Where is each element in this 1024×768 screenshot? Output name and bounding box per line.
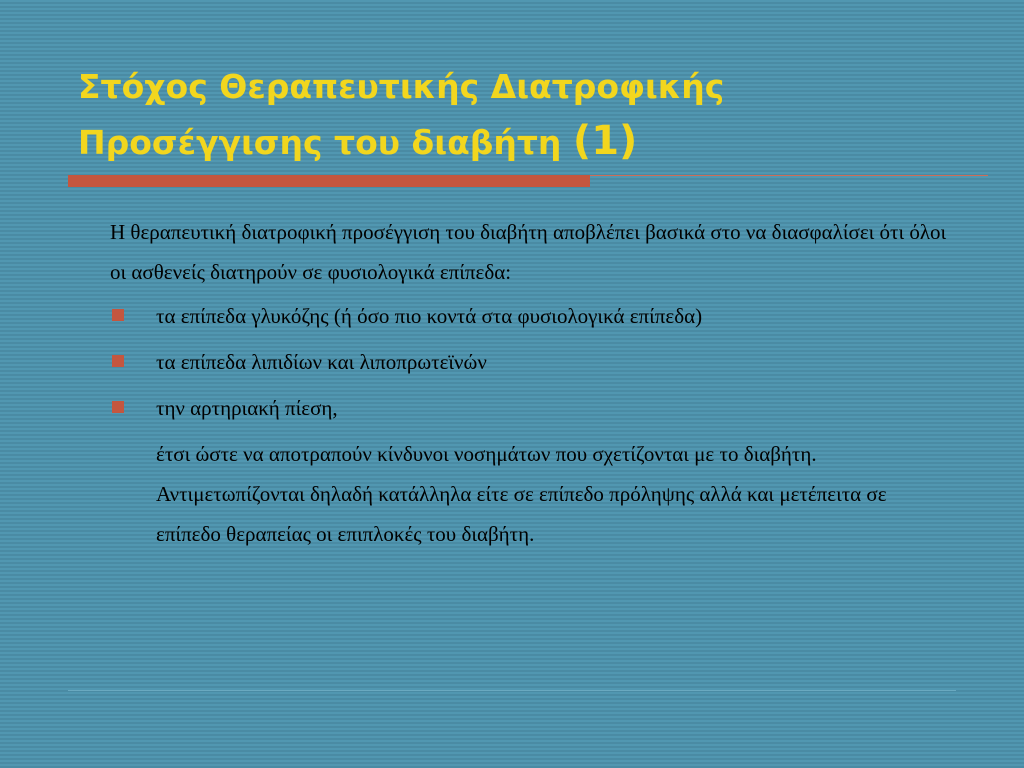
title-line-2: Προσέγγισης του διαβήτη [78,123,562,162]
bullet-text: την αρτηριακή πίεση, [156,396,338,420]
square-bullet-icon [112,309,124,321]
bullet-item [110,296,960,336]
slide-title [78,60,978,170]
bullet-list [110,296,960,428]
bullet-text: τα επίπεδα λιπιδίων και λιποπρωτεϊνών [156,350,487,374]
continuation-paragraph: έτσι ώστε να αποτραπούν κίνδυνοι νοσημάτων που σχετίζονται με το διαβήτη. Αντιμετωπίζονται δηλαδή κατάλληλα είτε σε επίπεδο πρόληψης αλλά και μετέπειτα σε επίπεδο θεραπείας οι επιπλοκές του διαβήτη. [156,442,887,546]
square-bullet-icon [112,355,124,367]
bullet-text: τα επίπεδα γλυκόζης (ή όσο πιο κοντά στα φυσιολογικά επίπεδα) [156,304,703,328]
intro-paragraph: Η θεραπευτική διατροφική προσέγγιση του διαβήτη αποβλέπει βασικά στο να διασφαλίσει ότι όλοι οι ασθενείς διατηρούν σε φυσιολογικά επίπεδα: [110,220,947,284]
slide-body [110,212,960,554]
title-underline-accent [68,175,590,187]
bullet-item [110,388,960,428]
square-bullet-icon [112,401,124,413]
title-line-1: Στόχος Θεραπευτικής Διατροφικής [78,67,725,106]
footer-divider [68,690,956,691]
bullet-item [110,342,960,382]
title-number: (1) [572,118,638,164]
